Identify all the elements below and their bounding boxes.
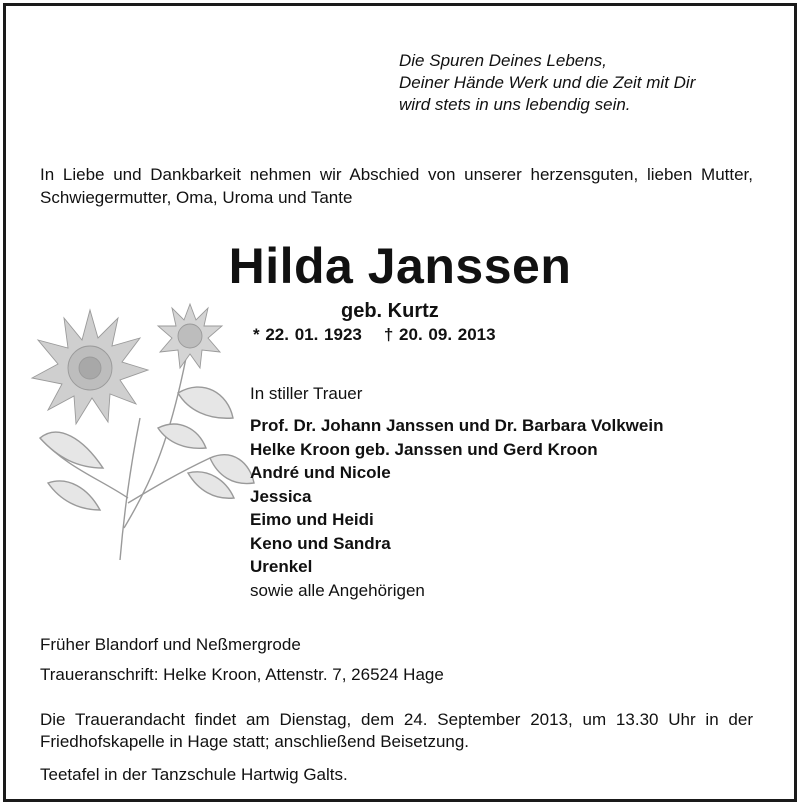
former-residence: Früher Blandorf und Neßmergrode: [40, 635, 301, 654]
birth-name: geb. Kurtz: [341, 300, 439, 322]
mourner-name: Eimo und Heidi: [250, 510, 374, 529]
poem-line: Deiner Hände Werk und die Zeit mit Dir: [399, 73, 696, 92]
life-dates: [253, 325, 496, 345]
death-date: † 20. 09. 2013: [383, 325, 496, 344]
mourner-name: Helke Kroon geb. Janssen und Gerd Kroon: [250, 439, 598, 459]
poem: [399, 50, 695, 116]
birth-date: * 22. 01. 1923: [253, 325, 362, 344]
poem-line: Die Spuren Deines Lebens,: [399, 51, 607, 70]
service-info: Die Trauerandacht findet am Dienstag, dem 24. September 2013, um 13.30 Uhr in der Friedhofskapelle in Hage statt; anschließend Beisetzung.: [40, 710, 753, 751]
intro-text: In Liebe und Dankbarkeit nehmen wir Abschied von unserer herzensguten, lieben Mutter, Schwiegermutter, Oma, Uroma und Tante: [40, 165, 753, 207]
mourning-address: Traueranschrift: Helke Kroon, Attenstr. 7, 26524 Hage: [40, 665, 444, 684]
mourner-list: [250, 414, 663, 602]
mourner-name: Urenkel: [250, 557, 313, 576]
mourner-name: Prof. Dr. Johann Janssen und Dr. Barbara Volkwein: [250, 416, 664, 435]
dahlia-flower-icon: [28, 298, 258, 560]
mourner-name: André und Nicole: [250, 463, 391, 482]
reception-info: Teetafel in der Tanzschule Hartwig Galts.: [40, 765, 348, 784]
mourner-name: Keno und Sandra: [250, 533, 391, 553]
deceased-name: Hilda Janssen: [228, 238, 572, 294]
poem-line: wird stets in uns lebendig sein.: [399, 95, 631, 114]
mourner-name: Jessica: [250, 486, 312, 506]
mourner-closing: sowie alle Angehörigen: [250, 580, 425, 600]
mourning-heading: In stiller Trauer: [250, 384, 363, 403]
